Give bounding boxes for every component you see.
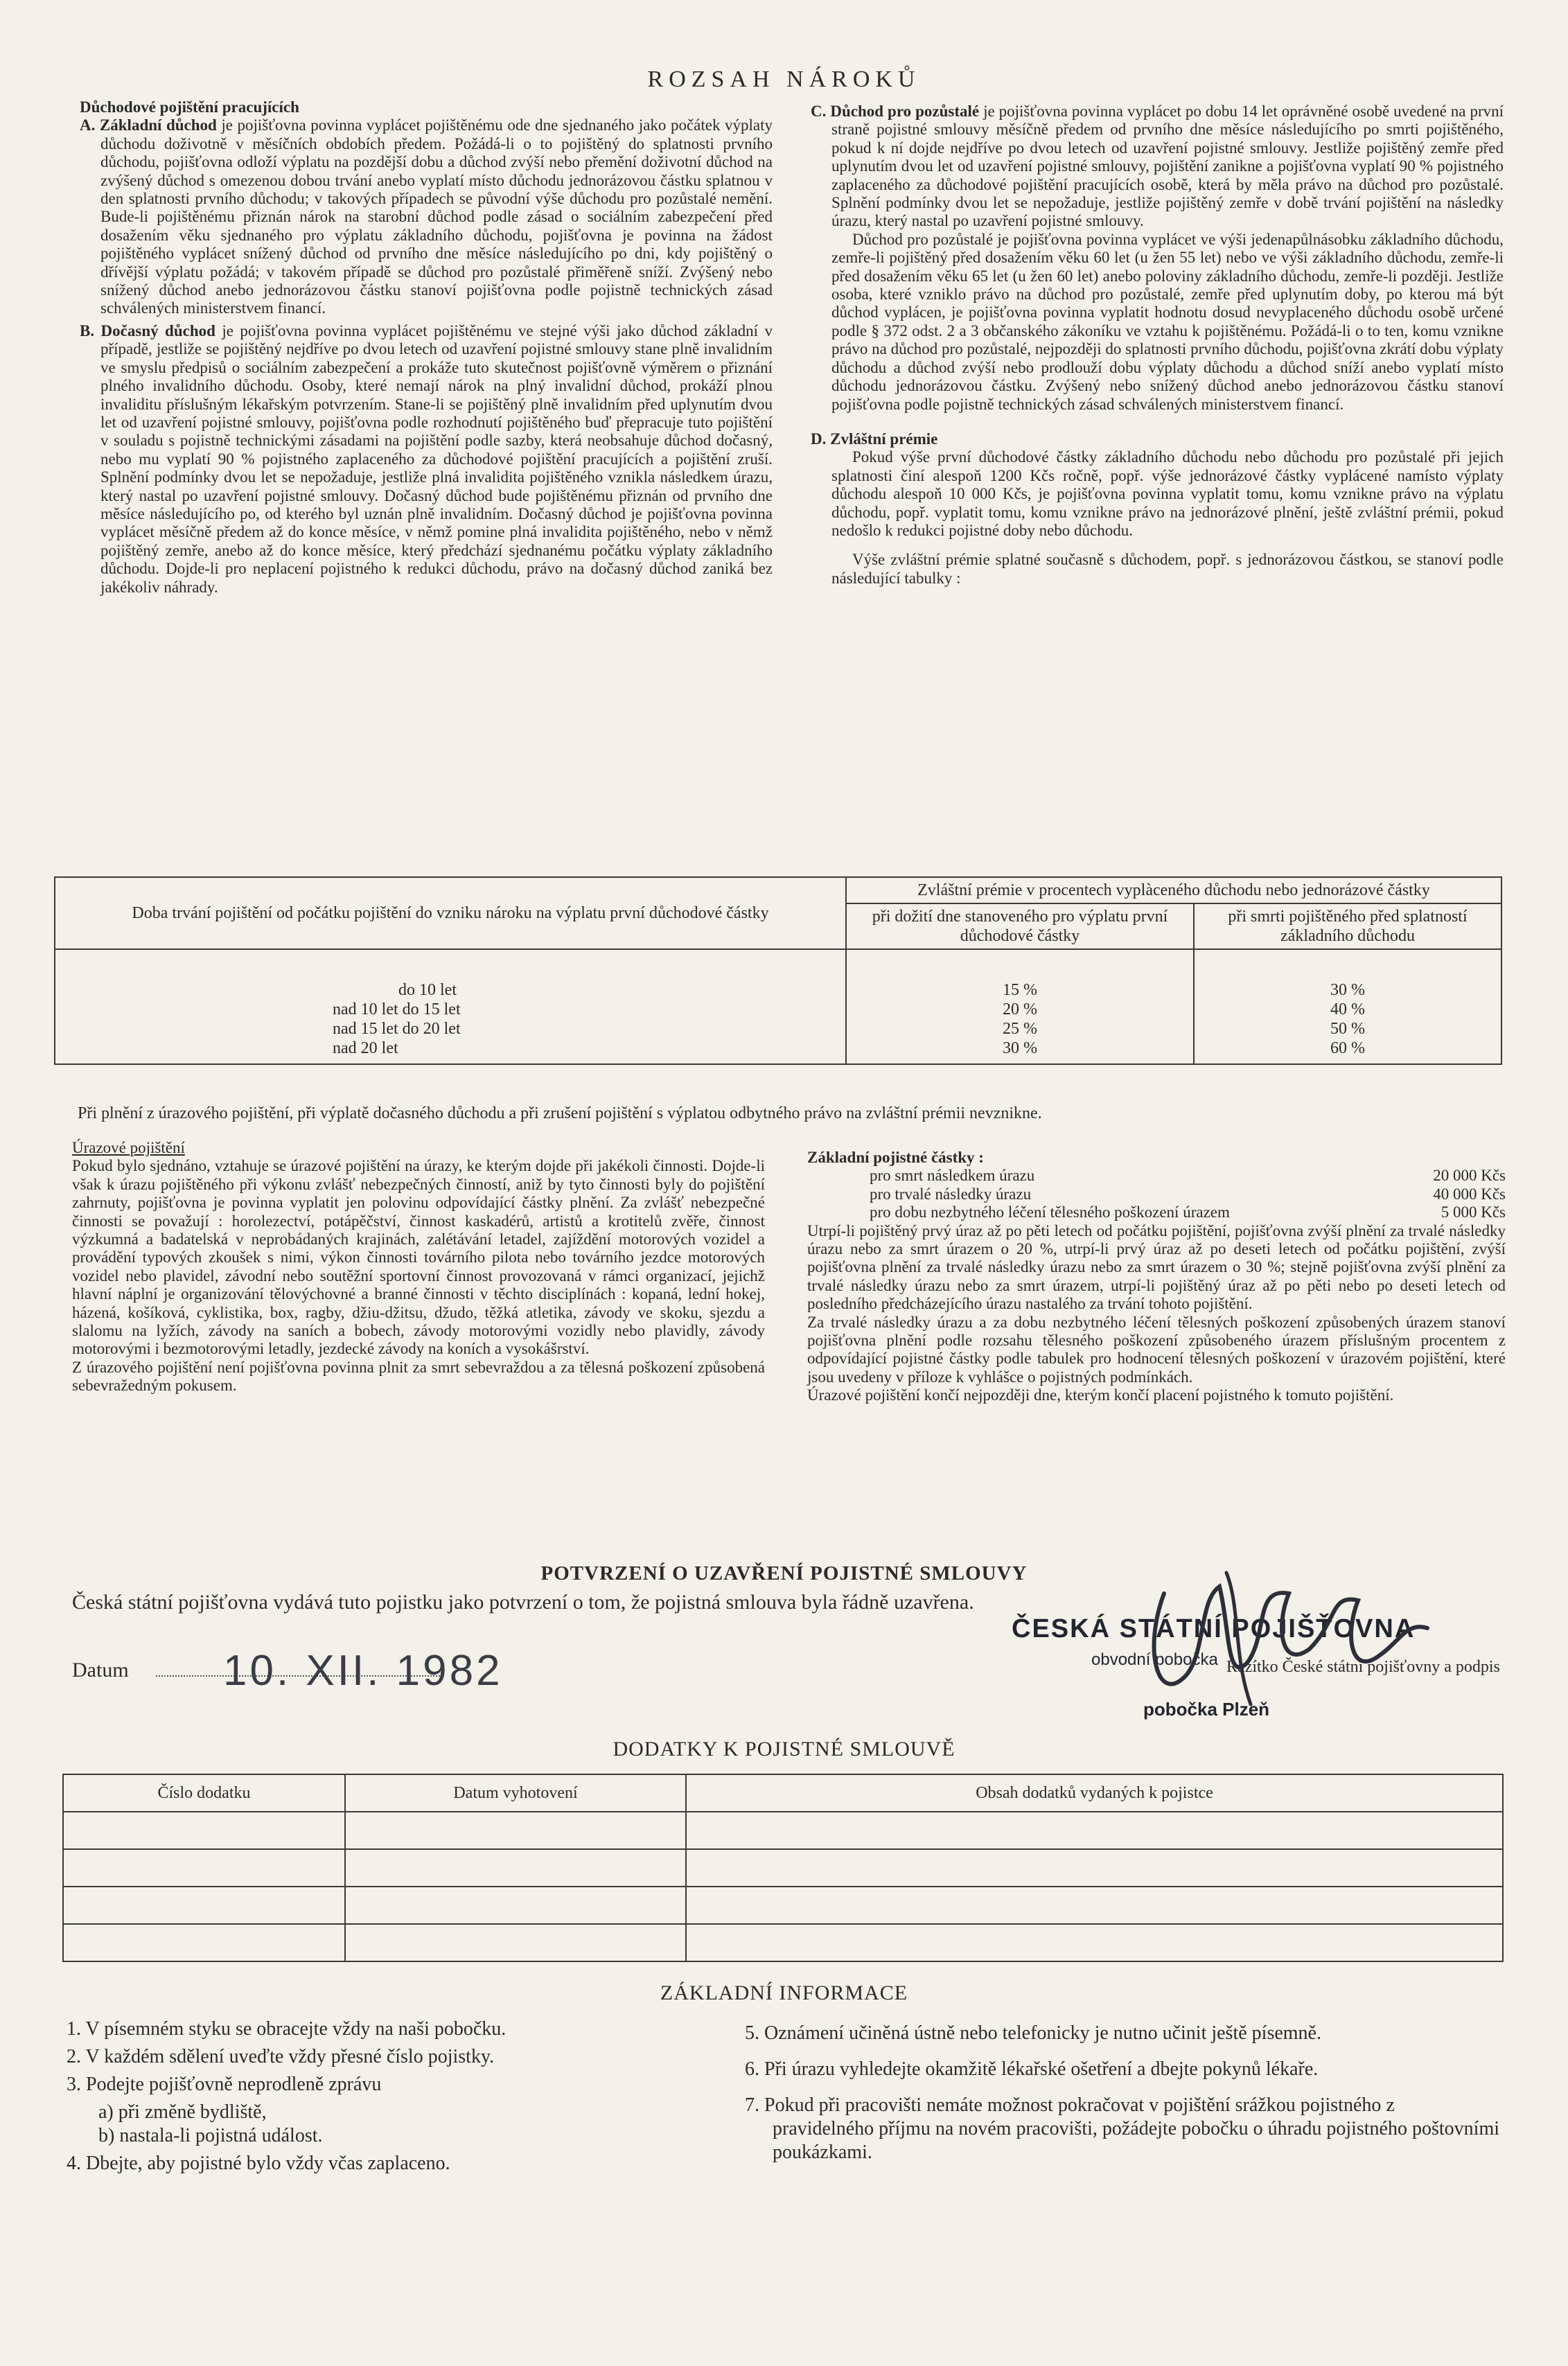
basic-amount-label: pro smrt následkem úrazu — [870, 1167, 1035, 1185]
section-c-title: Důchod pro pozůstalé — [830, 103, 980, 120]
section-a-title: Základní důchod — [99, 116, 217, 134]
premium-period-row: nad 10 let do 15 let — [333, 1000, 461, 1018]
section-a-label: A. — [80, 116, 96, 134]
section-c-text: je pojišťovna povinna vyplácet po dobu 14 let oprávněné osobě uvedené na první straně pojistné smlouvy měsíčně předem od prvního dne měsíce následujícího po smrti pojištěného, pokud k ní dojde nejdříve po dvou letech od uzavření pojistné smlouvy. Jestliže pojištěný zemře před uplynutím dvou let od uzavření pojistné smlouvy, pojištění zanikne a pojišťovna vyplatí 90 % pojistného zaplaceného za důchodové pojištění pracujících osobě, která by měla právo na důchod pro pozůstalé. Splnění podmínky dvou let se nepožaduje, jestliže pojištěný zemře v době trvání pojištění na následky úrazu, který nastal po uzavření pojistné smlouvy. — [831, 103, 1504, 230]
premium-col-period-header: Doba trvání pojištění od počátku pojištění do vzniku nároku na výplatu první důchodové částky — [55, 877, 846, 949]
addenda-cell[interactable] — [345, 1812, 686, 1849]
addenda-title: DODATKY K POJISTNÉ SMLOUVĚ — [613, 1738, 955, 1760]
premium-period-row: do 10 let — [398, 981, 457, 999]
addenda-cell[interactable] — [63, 1849, 345, 1887]
addenda-cell[interactable] — [63, 1812, 345, 1849]
premium-period-row: nad 15 let do 20 let — [333, 1020, 461, 1038]
left-column — [80, 98, 773, 597]
injury-text2: Z úrazového pojištění není pojišťovna povinna plnit za smrt sebevraždou a za tělesná poškození způsobená sebevražedným pokusem. — [72, 1358, 765, 1395]
confirmation-text: Česká státní pojišťovna vydává tuto pojistku jako potvrzení o tom, že pojistná smlouva byla řádně uzavřena. — [72, 1591, 974, 1614]
premium-death-value: 30 % — [1330, 981, 1365, 999]
date-stamp: 10. XII. 1982 — [223, 1647, 503, 1695]
premium-col-death-header: při smrti pojištěného před splatností základního důchodu — [1194, 903, 1501, 949]
premium-survival-cell — [846, 949, 1194, 1064]
section-d-text2: Výše zvláštní prémie splatné současně s důchodem, popř. s jednorázovou částkou, se stanoví podle následující tabulky : — [831, 551, 1504, 587]
section-a — [80, 116, 773, 317]
addenda-cell[interactable] — [686, 1812, 1503, 1849]
addenda-col-number: Číslo dodatku — [63, 1774, 345, 1812]
section-c-label: C. — [811, 103, 827, 120]
premium-period-row: nad 20 let — [333, 1039, 398, 1057]
section-c — [811, 103, 1504, 231]
page-heading: ROZSAH NÁROKŮ — [647, 67, 921, 92]
section-b-text: je pojišťovna povinna vyplácet pojištěnému ve stejné výši jako důchod základní v případě, jestliže se pojištěný nejdříve po dvou letech od uzavření pojistné smlouvy stane plně invalidním ve smyslu předpisů o sociálním zabezpečení a prokáže tuto skutečnost pojišťovně výměrem o přiznání plného invalidního důchodu. Osoby, které nemají nárok na plný invalidní důchod, prokáží plnou invaliditu příslušným lékařským potvrzením. Stane-li se pojištěný plně invalidním před uplynutím dvou let od uzavření pojistné smlouvy, pojišťovna podle rozhodnutí pojištěného buď přepracuje tuto pojištění v souladu s pojistně technickými zásadami na pojištění podle sazby, která neobsahuje důchod dočasný, nebo mu vyplatí 90 % pojistného zaplaceného za důchodové pojištění pracujících a pojištění zruší. Splnění podmínky dvou let se nepožaduje, jestliže plná invalidita pojištěného vznikla následkem úrazu, který nastal po uzavření pojistné smlouvy. Dočasný důchod bude pojištěnému přiznán od prvního dne měsíce následujícího po, od kterého byl uznán plně invalidním. Dočasný důchod je pojišťovna povinna vyplácet měsíčně předem až do konce měsíce, v němž pomine plná invalidita pojištěného, nebo v němž pojištěný zemře, anebo až do konce měsíce, který předchází sjednanému počátku výplaty základního důchodu. Dojde-li pro neplacení pojistného k redukci důchodu, právo na dočasný důchod zaniká bez jakékoliv náhrady. — [100, 321, 773, 596]
table-note: Při plnění z úrazového pojištění, při výplatě dočasného důchodu a při zrušení pojištění s výplatou odbytného právo na zvláštní prémii nevznikne. — [78, 1104, 1042, 1122]
basic-amounts-text: Utrpí-li pojištěný prvý úraz až po pěti letech od počátku pojištění, pojišťovna zvýší plnění za trvalé následky úrazu nebo za smrt úrazem o 20 %, utrpí-li prvý úraz až po deseti letech od počátku pojištění, zvýší pojišťovna plnění za trvalé následky úrazu nebo za smrt úrazem o 30 %; stejně pojišťovna zvýší plnění za trvalé následky úrazu nebo za smrt úrazem, utrpí-li pojištěný úraz až po pěti nebo po deseti letech od posledního předcházejícího úrazu nastalého za trvání tohoto pojištění. — [807, 1221, 1506, 1313]
injury-title: Úrazové pojištění — [72, 1139, 185, 1156]
stamp-caption: Razítko České státní pojišťovny a podpis — [1226, 1658, 1500, 1676]
addenda-cell[interactable] — [345, 1924, 686, 1961]
section-b-title: Dočasný důchod — [100, 321, 215, 339]
addenda-cell[interactable] — [686, 1887, 1503, 1924]
basic-amount-value: 20 000 Kčs — [1433, 1167, 1506, 1185]
premium-period-cell — [55, 949, 846, 1064]
addenda-cell[interactable] — [63, 1924, 345, 1961]
info-item: 6. Při úrazu vyhledejte okamžitě lékařské ošetření a dbejte pokynů lékaře. — [745, 2058, 1319, 2080]
premium-survival-value: 15 % — [1003, 981, 1037, 999]
section-c-text2: Důchod pro pozůstalé je pojišťovna povinna vyplácet ve výši jedenapůlnásobku základního důchodu, zemře-li pojištěný před dosažením věku 60 let (u žen 55 let) nebo ve výši základního důchodu, zemře-li před dosažením věku 65 let (u žen 60 let) anebo poloviny základního důchodu, zemře-li později. Jestliže osoba, které vzniklo právo na důchod pro pozůstalé, zemře před uplynutím doby, po kterou má být důchod vyplácen, je pojišťovna povinna vyplatit hodnotu dosud nevyplaceného důchodu osobě určené podle § 372 odst. 2 a 3 občanského zákoníku ve vztahu k pojištěnému. Požádá-li o to ten, komu vznikne právo na důchod pro pozůstalé, nejpozději do splatnosti prvního důchodu, pojišťovna zkrátí dobu výplaty důchodu a důchod zvýší nebo prodlouží dobu výplaty důchodu a důchod sníží anebo vyplatí místo důchodu jednorázovou částku. Zvýšený nebo snížený důchod anebo jednorázovou částku stanoví pojišťovna podle pojistně technických zásad schválených ministerstvem financí. — [831, 230, 1504, 413]
stamp-line3: pobočka Plzeň — [1143, 1699, 1270, 1720]
basic-amounts-text3: Úrazové pojištění končí nejpozději dne, kterým končí placení pojistného k tomuto pojištění. — [807, 1386, 1394, 1404]
basic-amount-value: 5 000 Kčs — [1441, 1203, 1506, 1221]
addenda-cell[interactable] — [686, 1924, 1503, 1961]
addenda-cell[interactable] — [345, 1887, 686, 1924]
premium-survival-value: 25 % — [1003, 1020, 1037, 1038]
basic-amount-row — [807, 1167, 1506, 1185]
premium-group-header: Zvláštní prémie v procentech vyplàceného důchodu nebo jednorázové částky — [846, 877, 1501, 903]
addenda-table — [62, 1774, 1504, 1962]
section-d — [811, 430, 1504, 448]
section-d-label: D. — [811, 430, 827, 448]
info-item: 5. Oznámení učiněná ústně nebo telefonicky je nutno učinit ještě písemně. — [745, 2022, 1321, 2044]
info-subitem: b) nastala-li pojistná událost. — [98, 2125, 323, 2146]
signature-icon — [1081, 1545, 1441, 1725]
premium-table — [54, 876, 1502, 1065]
pension-section-title: Důchodové pojištění pracujících — [80, 98, 299, 116]
addenda-col-content: Obsah dodatků vydaných k pojistce — [686, 1774, 1503, 1812]
stamp-line1: ČESKÁ STÁTNÍ POJIŠŤOVNA — [1012, 1614, 1416, 1643]
premium-death-value: 60 % — [1330, 1039, 1365, 1057]
basic-amount-label: pro trvalé následky úrazu — [870, 1185, 1032, 1203]
right-column — [811, 103, 1504, 588]
date-label: Datum — [72, 1659, 129, 1681]
section-b-label: B. — [80, 321, 95, 339]
addenda-col-date: Datum vyhotovení — [345, 1774, 686, 1812]
section-d-text: Pokud výše první důchodové částky základního důchodu nebo důchodu pro pozůstalé při jejich splatnosti činí alespoň 1200 Kčs ročně, popř. výše jednorázové částky vyplácené namísto výplaty důchodu alespoň 10 000 Kčs, je pojišťovna povinna vyplatit tomu, komu vznikne právo na výplatu důchodu, popř. vyplatit tomu, komu vznikne právo na jednorázové plnění, ještě zvláštní prémii, pokud nedošlo k redukci pojistné doby nebo důchodu. — [831, 448, 1504, 539]
section-d-title: Zvláštní prémie — [830, 430, 938, 448]
premium-death-value: 50 % — [1330, 1020, 1365, 1038]
injury-section — [72, 1139, 765, 1395]
addenda-cell[interactable] — [686, 1849, 1503, 1887]
basic-amounts-text2: Za trvalé následky úrazu a za dobu nezbytného léčení tělesných poškození způsobených úrazem stanoví pojišťovna plnění podle rozsahu tělesného poškození způsobeného úrazem příslušným procentem z odpovídající pojistné částky podle tabulek pro hodnocení tělesných poškození v úrazovém pojištění, které jsou uvedeny v příloze k vyhlášce o pojistných podmínkách. — [807, 1313, 1506, 1386]
premium-death-cell — [1194, 949, 1501, 1064]
basic-amount-value: 40 000 Kčs — [1433, 1185, 1506, 1203]
info-item: 4. Dbejte, aby pojistné bylo vždy včas zaplaceno. — [67, 2153, 450, 2174]
basic-amount-row — [807, 1185, 1506, 1203]
premium-death-value: 40 % — [1330, 1000, 1365, 1018]
info-item: 7. Pokud při pracovišti nemáte možnost pokračovat v pojištění srážkou pojistného z pravidelného příjmu na novém pracovišti, požádejte pobočku o úhradu pojistného poštovními poukázkami. — [745, 2094, 1500, 2163]
basic-amount-label: pro dobu nezbytného léčení tělesného poškození úrazem — [870, 1203, 1230, 1221]
basic-info-left — [67, 2018, 759, 2180]
confirmation-title: POTVRZENÍ O UZAVŘENÍ POJISTNÉ SMLOUVY — [540, 1562, 1028, 1584]
premium-col-survival-header: při dožití dne stanoveného pro výplatu první důchodové částky — [846, 903, 1194, 949]
premium-survival-value: 30 % — [1003, 1039, 1037, 1057]
premium-survival-value: 20 % — [1003, 1000, 1037, 1018]
section-a-text: je pojišťovna povinna vyplácet pojištěnému ode dne sjednaného jako počátek výplaty důchodu doživotně v měsíčních obdobích předem. Požádá-li o to pojištěný do splatnosti prvního důchodu, pojišťovna odloží výplatu na pozdější dobu a důchod zvýší nebo přemění doživotní důchod na zvýšený důchod s omezenou dobou trvání anebo vyplatí místo důchodu jednorázovou částku splatnou v den splatnosti prvního důchodu; v takových případech se původní výše důchodu pro pozůstalé nemění. Bude-li pojištěnému přiznán nárok na starobní důchod podle zásad o sociálním zabezpečení před dosažením věku sjednaného pro výplatu základního důchodu, pojišťovna je povinna na žádost pojištěného vyplácet snížený důchod od prvního dne měsíce následujícího po dni, kdy pojištěný o dřívější výplatu požádá; v takovém případě se důchod pro pozůstalé přiměřeně sníží. Zvýšený nebo snížený důchod anebo jednorázovou částku stanoví pojišťovna podle pojistně technických zásad schválených ministerstvem financí. — [100, 116, 773, 317]
basic-info-title: ZÁKLADNÍ INFORMACE — [660, 1981, 908, 2004]
addenda-cell[interactable] — [345, 1849, 686, 1887]
basic-amounts-section — [807, 1149, 1506, 1405]
info-subitem: a) při změně bydliště, — [98, 2101, 267, 2123]
addenda-cell[interactable] — [63, 1887, 345, 1924]
stamp-line2: obvodní pobočka — [1091, 1650, 1218, 1669]
info-item: 1. V písemném styku se obracejte vždy na naši pobočku. — [67, 2018, 506, 2040]
info-item: 3. Podejte pojišťovně neprodleně zprávu — [67, 2074, 382, 2095]
basic-amount-row — [807, 1203, 1506, 1221]
injury-text: Pokud bylo sjednáno, vztahuje se úrazové pojištění na úrazy, ke kterým dojde při jakékoli činnosti. Dojde-li však k úrazu pojištěného při výkonu zvlášť nebezpečných činností, aniž by tyto činnosti byly do pojištění zahrnuty, pojišťovna je povinna vyplatit jen polovinu odpovídající částky plnění. Za zvlášť nebezpečné činnosti se považují : horolezectví, potápěčství, činnost kaskadérů, artistů a krotitelů zvěře, činnost výzkumná a badatelská v neprobádaných krajinách, zalétávání letadel, zajíždění motorových vozidel a provádění typových zkoušek s nimi, výkon činnosti továrního pilota nebo továrního jezdce motorových vozidel nebo plavidel, závodní nebo soutěžní sportovní činnost provozovaná v rámci organizací, jejichž hlavní náplní je organizování tělovýchovné a branné činnosti v těchto disciplínách : kopaná, lední hokej, házená, košíková, cyklistika, box, ragby, džiu-džitsu, džudo, těžká atletika, závody ve skoku, sjezdu a slalomu na lyžích, závody na saních a bobech, závody motorovými vozidly nebo plavidly, závody motorovými i bezmotorovými letadly, jezdecké závody na koních a vysokášrství. — [72, 1157, 765, 1358]
section-b — [80, 322, 773, 597]
basic-amounts-title: Základní pojistné částky : — [807, 1149, 984, 1166]
info-item: 2. V každém sdělení uveďte vždy přesné číslo pojistky. — [67, 2046, 495, 2067]
basic-info-right — [745, 2022, 1500, 2169]
